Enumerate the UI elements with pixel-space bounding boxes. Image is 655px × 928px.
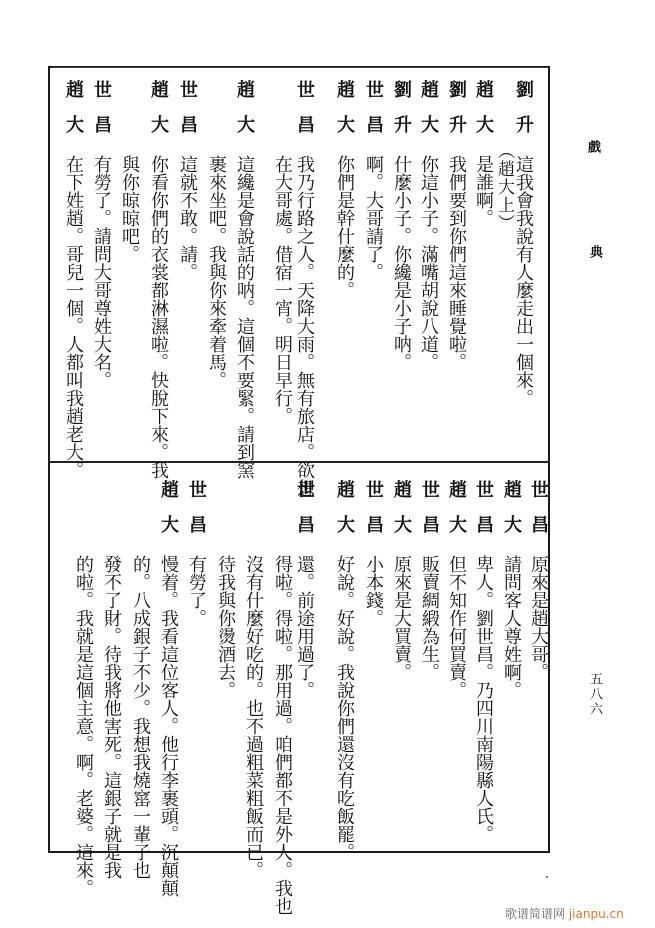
speaker-name: 趙大 (446, 480, 467, 550)
dialogue-continuation: 裹來坐吧。我與你來牽着馬。 (206, 155, 227, 389)
dialogue-line: 你看你們的衣裳都淋濕啦。快脫下來。我 (148, 155, 169, 479)
speaker-name: 世昌 (363, 480, 384, 550)
stage-direction: （趙大上） (494, 142, 514, 232)
dialogue-line: 有勞了。 (186, 555, 207, 627)
dialogue-line: 你們是幹什麼的。 (334, 155, 355, 299)
dialogue-continuation: 待我與你燙酒去。 (215, 555, 236, 699)
dialogue-line: 有勞了。請問大哥尊姓大名。 (91, 155, 112, 389)
dialogue-continuation: 與你晾晾吧。 (119, 155, 140, 263)
dialogue-line: 卑人。劉世昌。乃四川南陽縣人氏。 (473, 555, 494, 843)
page-number: 五八六 (587, 672, 602, 717)
speaker-name: 趙大 (391, 480, 412, 550)
dialogue-line: 我們要到你們這來睡覺啦。 (446, 155, 467, 371)
dialogue-continuation: 的。八成銀子不少。我想我燒窰一輩子也 (130, 555, 151, 879)
print-speck (546, 876, 548, 878)
speaker-name: 世昌 (91, 80, 112, 150)
speaker-name: 趙大 (473, 80, 494, 150)
speaker-name: 趙大 (418, 80, 439, 150)
dialogue-line: 原來是大買賣。 (391, 555, 412, 681)
watermark (505, 905, 624, 922)
dialogue-continuation: 在大哥處。借宿一宵。明日早行。 (272, 155, 293, 425)
speaker-name: 世昌 (419, 480, 440, 550)
speaker-name: 世昌 (186, 480, 207, 550)
running-title-char-1: 戲 (585, 140, 600, 153)
dialogue-line: 這纔是會說話的呐。這個不要緊。請到窯 (234, 155, 255, 479)
dialogue-line: 原來是趙大哥。 (528, 555, 549, 681)
dialogue-line: 小本錢。 (363, 555, 384, 627)
watermark-cn: 歌谱简谱网 (505, 907, 566, 921)
dialogue-continuation: 的啦。我就是這個主意。啊。老婆。這來。 (73, 555, 94, 897)
speaker-name: 世昌 (363, 80, 384, 150)
speaker-name: 劉升 (391, 80, 412, 150)
speaker-name: 劉升 (446, 80, 467, 150)
speaker-name: 世昌 (528, 480, 549, 550)
dialogue-continuation: 沒有什麼好吃的。也不過粗菜粗飯而已。 (243, 555, 264, 879)
speaker-name: 劉升 (513, 80, 534, 150)
dialogue-line: 啊。大哥請了。 (363, 155, 384, 281)
dialogue-line: 還。前途用過了。 (294, 555, 315, 699)
speaker-name: 趙大 (334, 480, 355, 550)
dialogue-line: 販賣綢緞為生。 (419, 555, 440, 681)
dialogue-line: 什麼小子。你纔是小子呐。 (391, 155, 412, 371)
dialogue-line: 請問客人尊姓啊。 (501, 555, 522, 699)
speaker-name: 趙大 (63, 80, 84, 150)
dialogue-line: 但不知作何買賣。 (446, 555, 467, 699)
dialogue-line: 你這小子。滿嘴胡說八道。 (418, 155, 439, 371)
dialogue-continuation: 得啦。得啦。那用過。咱們都不是外人。我也 (272, 555, 293, 915)
dialogue-line: 這我會我說有人麼走出一個來。 (513, 155, 534, 407)
dialogue-line: 這就不敢。請。 (177, 155, 198, 281)
dialogue-line: 好說。好說。我說你們還沒有吃飯罷。 (334, 555, 355, 861)
dialogue-line: 我乃行路之人。天降大雨。無有旅店。欲想 (294, 155, 315, 497)
speaker-name: 趙大 (501, 480, 522, 550)
dialogue-continuation: 發不了財。待我將他害死。這銀子就是我 (101, 555, 122, 879)
speaker-name: 世昌 (294, 80, 315, 150)
speaker-name: 世昌 (473, 480, 494, 550)
speaker-name: 趙大 (148, 80, 169, 150)
dialogue-line: 是誰啊。 (473, 155, 494, 227)
speaker-name: 趙大 (158, 480, 179, 550)
speaker-name: 趙大 (334, 80, 355, 150)
running-title-char-2: 典 (587, 245, 602, 258)
dialogue-line: 在下姓趙。哥兒一個。人都叫我趙老大。 (63, 155, 84, 479)
dialogue-line: 慢着。我看這位客人。他行李裹頭。沉顛顛 (158, 555, 179, 897)
speaker-name: 趙大 (234, 80, 255, 150)
speaker-name: 世昌 (177, 80, 198, 150)
speaker-name: 世昌 (294, 480, 315, 550)
watermark-site: jianpu.cn (568, 907, 624, 921)
